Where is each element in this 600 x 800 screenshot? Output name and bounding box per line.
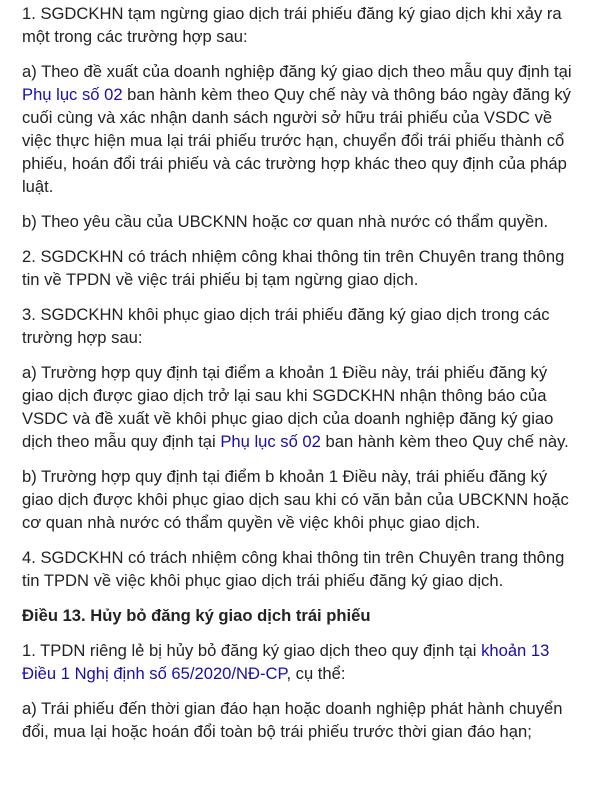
paragraph-text-before-link: 1. TPDN riêng lẻ bị hủy bỏ đăng ký giao dịch theo quy định tại: [22, 641, 482, 660]
appendix-02-link[interactable]: Phụ lục số 02: [22, 85, 123, 104]
paragraph-article-13-clause-1: [22, 639, 582, 685]
paragraph-text: 2. SGDCKHN có trách nhiệm công khai thông tin trên Chuyên trang thông tin về TPDN về việc trái phiếu bị tạm ngừng giao dịch.: [22, 247, 565, 289]
paragraph-clause-3b: [22, 465, 582, 534]
paragraph-text: 4. SGDCKHN có trách nhiệm công khai thông tin trên Chuyên trang thông tin TPDN về việc khôi phục giao dịch trái phiếu đăng ký giao dịch.: [22, 548, 565, 590]
paragraph-text-after-link: ban hành kèm theo Quy chế này và thông báo ngày đăng ký cuối cùng và xác nhận danh sách người sở hữu trái phiếu của VSDC về việc thực hiện mua lại trái phiếu trước hạn, chuyển đổi trái phiếu thành cổ phiếu, hoán đổi trái phiếu và các trường hợp khác theo quy định của pháp luật.: [22, 85, 571, 196]
paragraph-text: a) Trái phiếu đến thời gian đáo hạn hoặc doanh nghiệp phát hành chuyển đổi, mua lại hoặc hoán đổi toàn bộ trái phiếu trước thời: [22, 699, 563, 741]
paragraph-text: 3. SGDCKHN khôi phục giao dịch trái phiếu đăng ký giao dịch trong các trường hợp sau:: [22, 305, 550, 347]
paragraph-article-13-clause-1a: [22, 697, 582, 743]
paragraph-clause-2: [22, 245, 582, 291]
paragraph-text-after-link: ban hành kèm theo Quy chế này.: [320, 432, 569, 451]
cutoff-line: gian đáo hạn;: [431, 722, 532, 741]
decree-65-2020-link[interactable]: khoản 13 Điều 1 Nghị định số 65/2020/NĐ-CP: [22, 641, 550, 683]
paragraph-clause-1a: [22, 60, 582, 198]
paragraph-clause-3: [22, 303, 582, 349]
paragraph-text-before-link: a) Trường hợp quy định tại điểm a khoản 1 Điều này, trái phiếu đăng ký giao dịch được giao dịch trở lại sau khi SGDCKHN nhận thông báo của VSDC và đề xuất về khôi phục giao dịch của doanh nghiệp đăng ký giao dịch theo mẫu quy định tại: [22, 363, 554, 451]
paragraph-text-before-link: a) Theo đề xuất của doanh nghiệp đăng ký giao dịch theo mẫu quy định tại: [22, 62, 572, 81]
appendix-02-link[interactable]: Phụ lục số 02: [220, 432, 321, 451]
paragraph-clause-1: [22, 2, 582, 48]
article-13-heading: Điều 13. Hủy bỏ đăng ký giao dịch trái phiếu: [22, 606, 371, 625]
paragraph-clause-3a: [22, 361, 582, 453]
paragraph-clause-4: [22, 546, 582, 592]
paragraph-clause-1b: [22, 210, 582, 233]
paragraph-text-after-link: , cụ thể:: [286, 664, 346, 683]
paragraph-text: 1. SGDCKHN tạm ngừng giao dịch trái phiếu đăng ký giao dịch khi xảy ra một trong các trường hợp sau:: [22, 4, 562, 46]
paragraph-text: b) Theo yêu cầu của UBCKNN hoặc cơ quan nhà nước có thẩm quyền.: [22, 212, 549, 231]
paragraph-text: b) Trường hợp quy định tại điểm b khoản 1 Điều này, trái phiếu đăng ký giao dịch được khôi phục giao dịch sau khi có văn bản của UBCKNN hoặc cơ quan nhà nước có thẩm quyền về việc khôi phục giao dịch.: [22, 467, 569, 532]
